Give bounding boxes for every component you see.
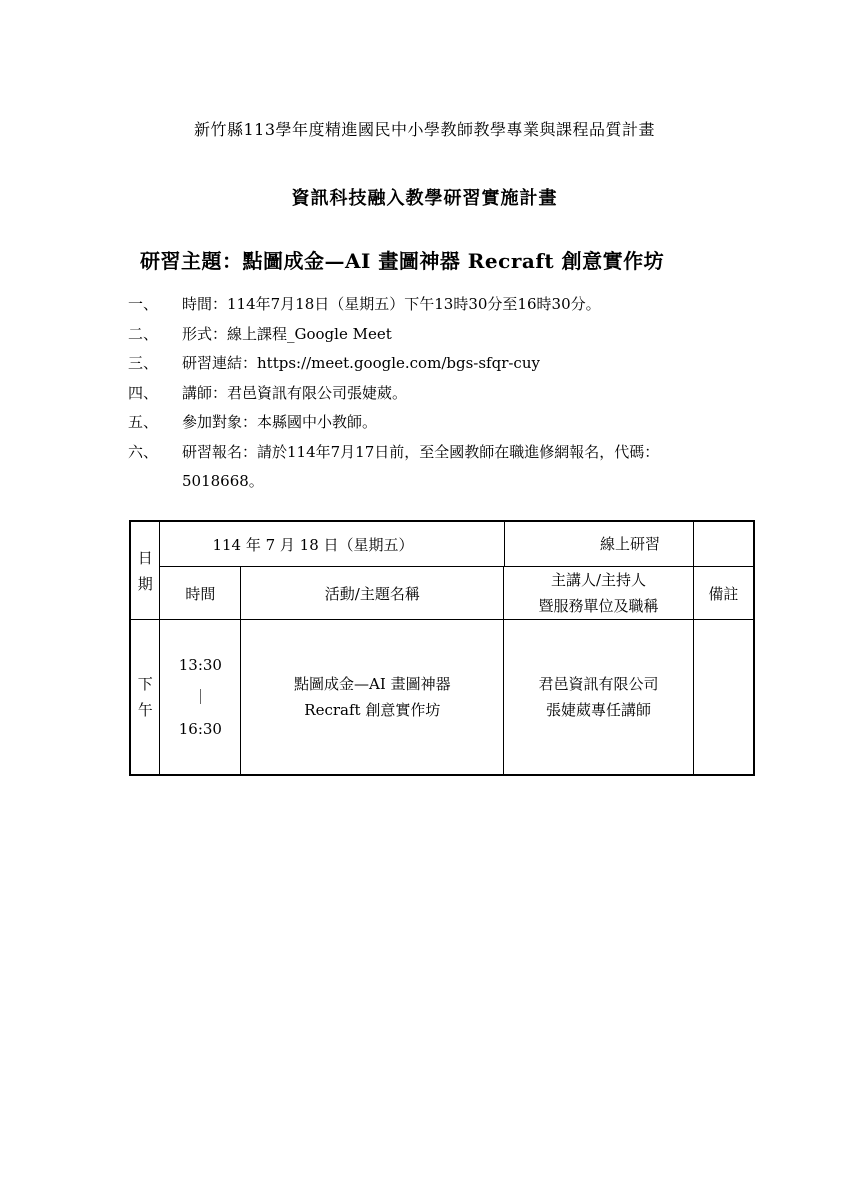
mode-value: 線上研習 [599,535,660,553]
date-label: 日期 [137,548,153,593]
activity-cell [241,620,504,776]
period-cell [130,620,160,776]
date-label-cell [130,521,160,620]
item-text: 時間：114年7月18日（星期五）下午13時30分至16時30分。 [182,295,601,313]
item-text: 形式：線上課程_Google Meet [182,324,392,343]
item-number: 三、 [128,354,159,372]
plan-item-list [128,290,728,497]
note-header: 備註 [693,567,754,620]
list-item [128,438,728,497]
speaker-line2: 張婕葳專任講師 [546,701,652,719]
list-item [128,408,728,438]
speaker-header [504,567,693,620]
time-separator: ｜ [192,688,208,706]
document-header: 新竹縣113學年度精進國民中小學教師教學專業與課程品質計畫 [193,120,656,139]
speaker-cell [504,620,693,776]
item-number: 四、 [128,383,159,402]
list-item [128,349,728,379]
topic-heading: 研習主題：點圖成金—AI 畫圖神器 Recraft 創意實作坊 [140,249,665,273]
time-end: 16:30 [178,720,222,738]
item-text: 講師：君邑資訊有限公司張婕葳。 [182,383,408,402]
activity-header: 活動/主題名稱 [241,567,504,620]
speaker-header-line2: 暨服務單位及職稱 [538,597,659,615]
page-title: 資訊科技融入教學研習實施計畫 [291,188,558,209]
item-number: 五、 [128,413,159,431]
item-text: 參加對象：本縣國中小教師。 [182,413,378,431]
time-cell [160,620,241,776]
speaker-line1: 君邑資訊有限公司 [538,675,659,693]
activity-line1: 點圖成金—AI 畫圖神器 [294,675,451,693]
item-number: 六、 [128,442,159,461]
time-header: 時間 [160,567,241,620]
list-item [128,290,728,320]
date-value: 114 年 7 月 18 日（星期五） [212,535,414,554]
note-cell [693,620,754,776]
item-text: 研習連結：https://meet.google.com/bgs-sfqr-cuy [182,354,540,372]
list-item [128,379,728,409]
speaker-header-line1: 主講人/主持人 [550,571,647,589]
time-start: 13:30 [178,656,222,674]
mode-cell-overlay [504,521,755,566]
item-number: 一、 [128,295,159,313]
list-item [128,320,728,350]
period-label: 下午 [137,675,153,719]
activity-line2: Recraft 創意實作坊 [304,701,441,719]
item-number: 二、 [128,324,159,343]
item-text: 研習報名：請於114年7月17日前，至全國教師在職進修網報名，代碼：5018668。 [182,442,660,490]
